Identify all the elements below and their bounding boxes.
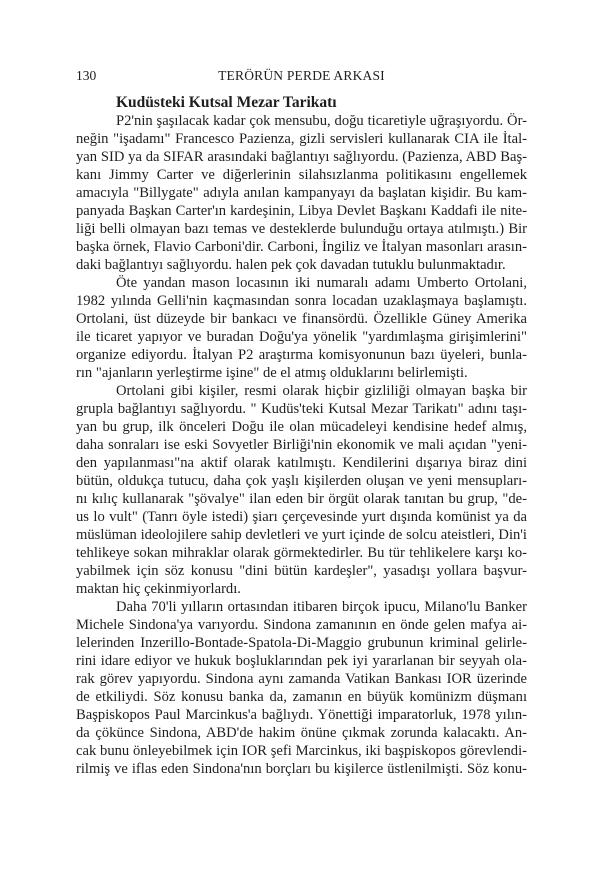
text-line: Öte yandan mason locasının iki numaralı adamı Umberto Ortolani,	[116, 275, 527, 291]
text-line: yan SID ya da SIFAR arasındaki bağlantıyı sağlıyordu. (Pazienza, ABD Baş-	[76, 149, 527, 165]
paragraph	[76, 274, 527, 382]
text-line: rak görev yapıyordu. Sindona aynı zamanda Vatikan Bankası IOR üzerinde	[76, 671, 527, 687]
text-line: 1982 yılında Gelli'nin kaçmasından sonra locadan uzaklaşmaya başlamıştı.	[76, 293, 527, 309]
text-line: kanı Jimmy Carter ve diğerlerinin silahsızlanma politikasını engellemek	[76, 167, 527, 183]
text-line: organize ediyordu. İtalyan P2 araştırma komisyonunun bazı üyeleri, bunla-	[76, 347, 527, 363]
text-line: maktan hiç çekinmiyorlardı.	[76, 581, 241, 597]
text-line: nı kılıç kullanarak "şövalye" ilan eden bir örgüt olarak tanıtan bu grup, "de-	[76, 491, 527, 507]
text-line: neğin "işadamı" Francesco Pazienza, gizli servisleri kullanarak CIA ile İtal-	[76, 131, 527, 147]
text-line: P2'nin şaşılacak kadar çok mensubu, doğu ticaretiyle uğraşıyordu. Ör-	[116, 113, 527, 129]
text-line: yan bu grup, ilk önceleri Doğu ile olan mücadeleyi kendisine hedef almış,	[76, 419, 527, 435]
text-line: rilmiş ve iflas eden Sindona'nın borçları bu kişilerce üstlenilmişti. Söz konu-	[76, 761, 527, 777]
text-line: liği belli olmayan bazı temas ve desteklerde bulunduğu ortaya atılmıştı.) Bir	[76, 221, 527, 237]
text-line: Daha 70'li yılların ortasından itibaren birçok ipucu, Milano'lu Banker	[116, 599, 527, 615]
text-line: daki bağlantıyı sağlıyordu. halen pek çok davadan tutuklu bulunmaktadır.	[76, 257, 506, 273]
text-line: Ortolani gibi kişiler, resmi olarak hiçbir gizliliği olmayan başka bir	[116, 383, 527, 399]
running-header	[76, 67, 527, 85]
text-line: müslüman ideolojilere sahip devletleri ve yurt içinde de solcu ateistleri, Din'i	[76, 527, 527, 543]
text-line: da çökünce Sindona, ABD'de hakim önüne çıkmak zorunda kalacaktı. An-	[76, 725, 527, 741]
text-line: den yapılanması"na aktif olarak katılmıştı. Kendilerini dışarıya biraz dini	[76, 455, 527, 471]
page-number: 130	[76, 68, 97, 83]
text-line: panyada Başkan Carter'ın kardeşinin, Libya Devlet Başkanı Kaddafi ile nite-	[76, 203, 527, 219]
text-line: grupla bağlantıyı sağlıyordu. " Kudüs'teki Kutsal Mezar Tarikatı" adını taşı-	[76, 401, 527, 417]
text-line: lelerinden Inzerillo-Bontade-Spatola-Di-Maggio grubunun kriminal gelirle-	[76, 635, 527, 651]
text-line: de etkiliydi. Söz konusu banka da, zamanın en büyük komünizm düşmanı	[76, 689, 527, 705]
text-line: Michele Sindona'ya varıyordu. Sindona zamanının en önde gelen mafya ai-	[76, 617, 527, 633]
text-line: us lo vult" (Tanrı öyle istedi) şiarı çerçevesinde yurt dışında komünist ya da	[76, 509, 527, 525]
paragraph	[76, 112, 527, 274]
text-line: Başpiskopos Paul Marcinkus'a bağlıydı. Yönettiği imparatorluk, 1978 yılın-	[76, 707, 527, 723]
text-line: rini idare ediyor ve hukuk boşluklarından pek iyi yararlanan bir seyyah ola-	[76, 653, 527, 669]
text-line: bütün, oldukça tutucu, daha çok yaşlı kişilerden oluşan ve yeni mensupları-	[76, 473, 527, 489]
text-line: yabilmek için söz konusu "dini bütün kardeşler", yasadışı yollara başvur-	[76, 563, 527, 579]
text-line: tehlikeye sokan mihraklar olarak görmektedirler. Bu tür tehlikelere karşı ko-	[76, 545, 527, 561]
paragraph	[76, 598, 527, 778]
text-line: Ortolani, üst düzeyde bir bankacı ve finansördü. Özellikle Güney Amerika	[76, 311, 527, 327]
text-line: rın "ajanların yerleştirme işine" de el atmış olduklarını belirlemişti.	[76, 365, 468, 381]
running-title: TERÖRÜN PERDE ARKASI	[218, 68, 385, 83]
text-line: daha sonraları ise eski Sovyetler Birliği'nin ekonomik ve mali açıdan "yeni-	[76, 437, 527, 453]
text-line: başka örnek, Flavio Carboni'dir. Carboni, İngiliz ve İtalyan masonları arasın-	[76, 239, 527, 255]
page-body	[76, 94, 527, 778]
text-line: amacıyla "Billygate" adıyla anılan kampanyayı da başlatan kişidir. Bu kam-	[76, 185, 527, 201]
section-heading: Kudüsteki Kutsal Mezar Tarikatı	[116, 94, 337, 111]
text-line: ile ticaret yapıyor ve buradan Doğu'ya yönelik "yardımlaşma girişimlerini"	[76, 329, 527, 345]
text-line: cak bunu önleyebilmek için IOR şefi Marcinkus, iki başpiskopos görevlendi-	[76, 743, 527, 759]
paragraph	[76, 382, 527, 598]
